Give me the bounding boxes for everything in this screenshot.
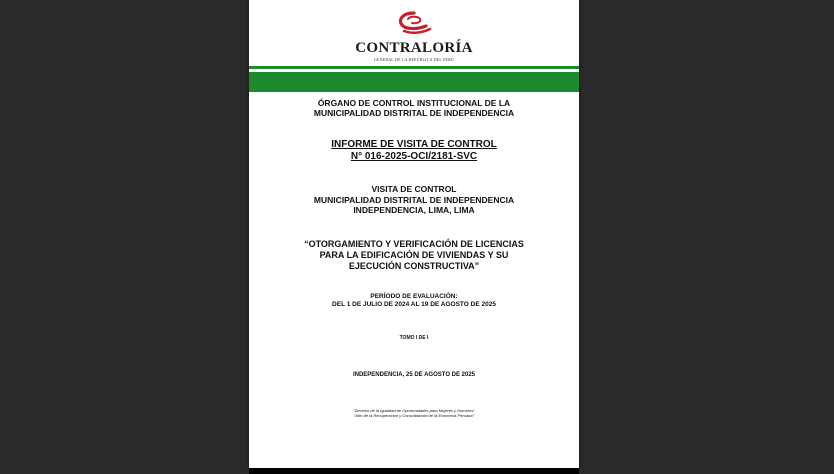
footer-slogans — [249, 408, 579, 418]
green-band-thin — [249, 66, 579, 69]
subject-line: PARA LA EDIFICACIÓN DE VIVIENDAS Y SU — [319, 250, 509, 260]
viewer-right-margin — [579, 0, 834, 474]
contraloria-emblem-icon — [392, 10, 436, 36]
logo-subtitle: GENERAL DE LA REPÚBLICA DEL PERÚ — [373, 57, 455, 62]
report-number: N° 016-2025-OCI/2181-SVC — [350, 151, 478, 162]
subject-line: EJECUCIÓN CONSTRUCTIVA” — [348, 261, 480, 271]
footer-line: “Año de la Recuperación y Consolidación de la Economía Peruana” — [354, 413, 474, 418]
visit-info — [249, 184, 579, 216]
visit-line: INDEPENDENCIA, LIMA, LIMA — [353, 205, 475, 215]
viewer-left-margin — [0, 0, 249, 474]
green-band-thick — [249, 72, 579, 92]
organ-line: MUNICIPALIDAD DISTRITAL DE INDEPENDENCIA — [313, 108, 515, 118]
organ-line: ÓRGANO DE CONTROL INSTITUCIONAL DE LA — [317, 98, 511, 108]
place-date: INDEPENDENCIA, 25 DE AGOSTO DE 2025 — [352, 372, 476, 378]
subject-line: “OTORGAMIENTO Y VERIFICACIÓN DE LICENCIAS — [304, 239, 524, 249]
evaluation-period — [249, 293, 579, 309]
report-title — [249, 139, 579, 163]
contraloria-logo — [249, 10, 579, 36]
logo-wordmark: CONTRALORÍA — [355, 40, 473, 56]
organ-heading — [249, 98, 579, 118]
subject-title — [249, 239, 579, 272]
footer-line: “Decenio de la Igualdad de Oportunidades para Mujeres y Hombres” — [353, 408, 475, 413]
volume-label: TOMO I DE I — [399, 335, 429, 341]
period-label: PERÍODO DE EVALUACIÓN: — [370, 293, 458, 300]
period-range: DEL 1 DE JULIO DE 2024 AL 19 DE AGOSTO DE 2025 — [332, 301, 496, 308]
visit-line: MUNICIPALIDAD DISTRITAL DE INDEPENDENCIA — [313, 194, 515, 205]
visit-line: VISITA DE CONTROL — [371, 184, 457, 194]
report-title-line: INFORME DE VISITA DE CONTROL — [331, 139, 497, 150]
document-page — [249, 0, 579, 468]
